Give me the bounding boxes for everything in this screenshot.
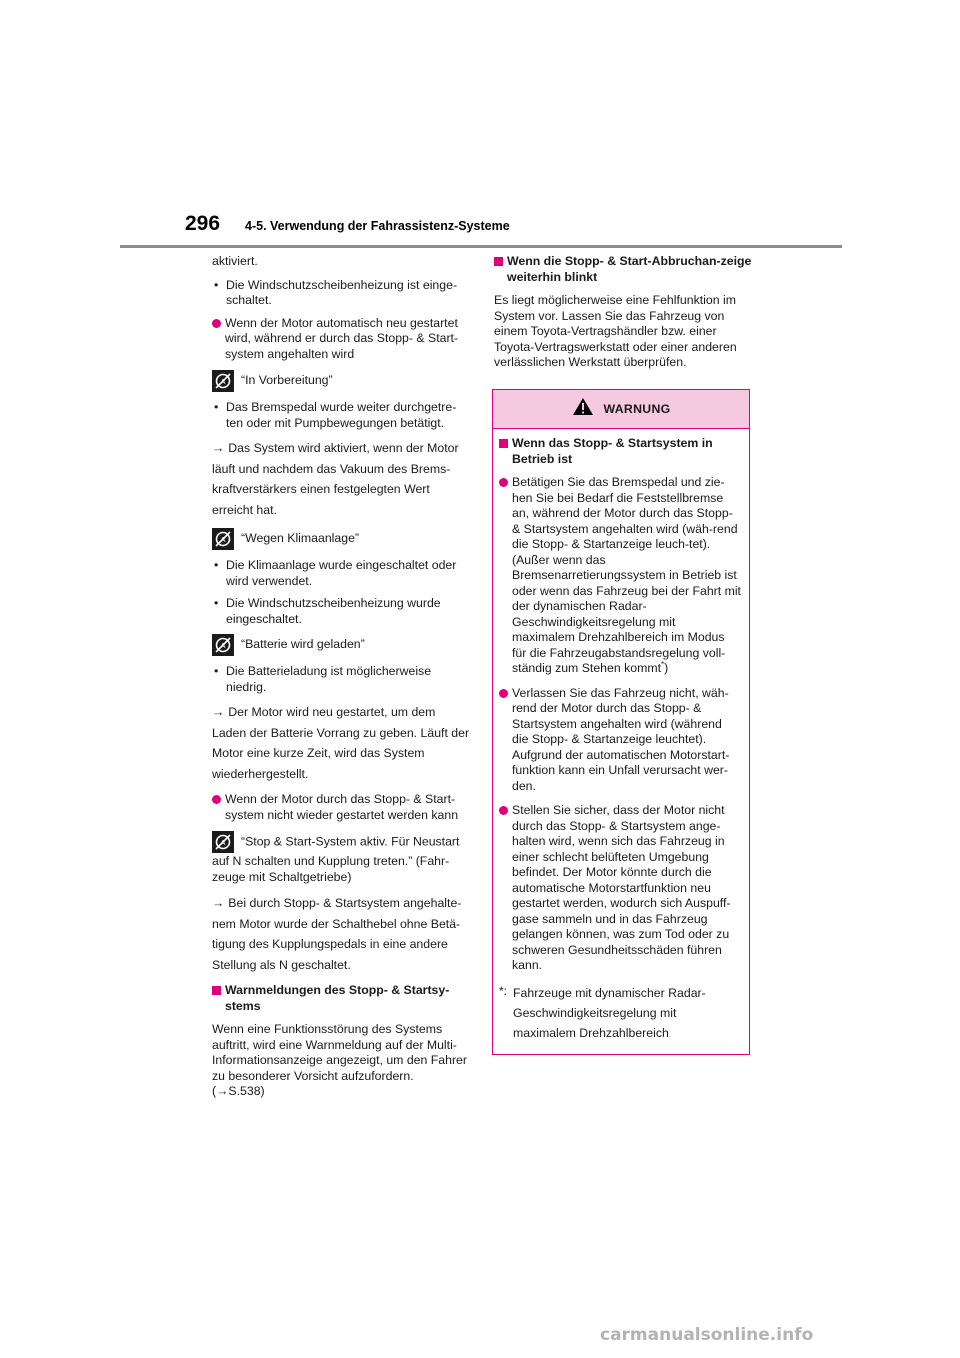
watermark: carmanualsonline.info <box>600 1325 814 1345</box>
condition-text: Wenn der Motor durch das Stopp- & Start-system nicht wieder gestartet werden kann <box>225 792 459 822</box>
display-message-text: “Stop & Start-System aktiv. Für Neustart auf N schalten und Kupplung treten.” (Fahr-zeuge mit Schaltgetriebe) <box>212 834 460 884</box>
arrow-note-text: Das System wird aktiviert, wenn der Motor läuft und nachdem das Vakuum des Brems-kraftverstärkers einen festgelegten Wert erreicht hat. <box>212 441 459 517</box>
svg-text:A: A <box>220 536 226 544</box>
warning-item <box>499 475 741 677</box>
condition-item <box>212 792 470 823</box>
arrow-note-text: Bei durch Stopp- & Startsystem angehalte-nem Motor wurde der Schalthebel ohne Betä-tigung des Kupplungspedals in eine andere Stellung als N geschaltet. <box>212 896 462 972</box>
right-column <box>494 254 752 379</box>
footnote-mark: *: <box>499 983 508 998</box>
warning-body <box>493 429 749 1043</box>
warning-header <box>493 390 749 429</box>
page-number: 296 <box>185 212 221 235</box>
subsection-heading <box>212 983 470 1014</box>
pink-dot-icon <box>499 478 508 487</box>
bullet-item: • Die Windschutzscheibenheizung ist einge-schaltet. <box>212 278 470 309</box>
stop-start-display-icon <box>212 634 234 656</box>
stop-start-display-icon <box>212 370 234 392</box>
pink-square-icon <box>494 257 503 266</box>
condition-text: Wenn der Motor automatisch neu gestartet wird, während er durch das Stopp- & Start-system angehalten wird <box>225 315 459 361</box>
warning-title: WARNUNG <box>603 402 671 416</box>
display-message <box>212 634 470 656</box>
left-column <box>212 254 470 1108</box>
bullet-item: • Die Windschutzscheibenheizung wurde eingeschaltet. <box>212 596 470 627</box>
footnote-text: Fahrzeuge mit dynamischer Radar-Geschwindigkeitsregelung mit maximalem Drehzahlbereich <box>513 985 706 1040</box>
display-message-text: “Batterie wird geladen” <box>241 637 365 652</box>
svg-text:A: A <box>220 642 226 650</box>
arrow-note <box>212 702 470 784</box>
bullet-item: • Das Bremspedal wurde weiter durchgetre-ten oder mit Pumpbewegungen betätigt. <box>212 400 470 431</box>
warning-item-text-end: ) <box>664 661 669 675</box>
arrow-icon: → <box>212 896 225 910</box>
svg-text:A: A <box>220 839 226 847</box>
bullet-item: • Die Klimaanlage wurde eingeschaltet oder wird verwendet. <box>212 558 470 589</box>
page-reference-link[interactable]: (→S.538) <box>212 1084 265 1098</box>
paragraph <box>212 1022 470 1100</box>
warning-triangle-icon <box>572 397 594 421</box>
section-title: 4-5. Verwendung der Fahrassistenz-Systeme <box>245 219 510 233</box>
paragraph-text: Wenn eine Funktionsstörung des Systems auftritt, wird eine Warnmeldung auf der Multi-Informationsanzeige angezeigt, um den Fahrer zu besonderer Vorsicht aufzufordern. <box>212 1022 467 1083</box>
pink-square-icon <box>499 439 508 448</box>
pink-dot-icon <box>212 319 221 328</box>
svg-text:A: A <box>220 378 226 386</box>
stop-start-display-icon <box>212 831 234 853</box>
stop-start-display-icon <box>212 528 234 550</box>
pink-square-icon <box>212 986 221 995</box>
arrow-note <box>212 893 470 975</box>
warning-item <box>499 803 741 974</box>
warning-heading-text: Wenn das Stopp- & Startsystem in Betrieb ist <box>512 436 713 466</box>
warning-heading <box>499 436 741 467</box>
subsection-heading-text: Wenn die Stopp- & Start-Abbruchan-zeige weiterhin blinkt <box>507 254 752 284</box>
bullet-item: • Die Batterieladung ist möglicherweise niedrig. <box>212 664 470 695</box>
paragraph: Es liegt möglicherweise eine Fehlfunktion im System vor. Lassen Sie das Fahrzeug von einem Toyota-Vertragshändler bzw. einer Toyota-Vertragswerkstatt oder einer anderen verlässlichen Werkstatt überprüfen. <box>494 293 737 369</box>
intro-text: aktiviert. <box>212 254 258 268</box>
footnote <box>499 983 741 1043</box>
arrow-note <box>212 438 470 520</box>
display-message-text: “In Vorbereitung” <box>241 373 333 388</box>
arrow-icon: → <box>212 705 225 719</box>
pink-dot-icon <box>499 806 508 815</box>
display-message <box>212 831 470 885</box>
subsection-heading-text: Warnmeldungen des Stopp- & Startsy-stems <box>225 983 450 1013</box>
warning-box <box>492 389 750 1055</box>
pink-dot-icon <box>499 689 508 698</box>
warning-item-text: Stellen Sie sicher, dass der Motor nicht durch das Stopp- & Startsystem ange-halten wird, wenn sich das Fahrzeug in einer schlecht belüfteten Umgebung befindet. Der Motor könnte durch die automatische Motorstartfunktion neu gestartet werden, wodurch sich Auspuff-gase sammeln und in das Fahrzeug gelangen können, was zum Tod oder zu schweren Gesundheitsschäden führen kann. <box>512 803 731 972</box>
warning-item <box>499 686 741 795</box>
display-message-text: “Wegen Klimaanlage” <box>241 531 360 546</box>
display-message <box>212 370 470 392</box>
subsection-heading <box>494 254 752 285</box>
condition-item <box>212 316 470 363</box>
arrow-icon: → <box>212 441 225 455</box>
pink-dot-icon <box>212 795 221 804</box>
footnote-marker: * <box>661 659 665 669</box>
warning-item-text: Verlassen Sie das Fahrzeug nicht, wäh-rend der Motor durch das Stopp- & Startsystem angehalten wird (während die Stopp- & Startanzeige leuchtet). Aufgrund der automatischen Motorstart-funktion kann ein Unfall verursacht wer-den. <box>512 685 730 793</box>
arrow-note-text: Der Motor wird neu gestartet, um dem Laden der Batterie Vorrang zu geben. Läuft der Motor eine kurze Zeit, wird das System wiederhergestellt. <box>212 705 470 781</box>
warning-item-text: Betätigen Sie das Bremspedal und zie-hen Sie bei Bedarf die Feststellbremse an, während der Motor durch das Stopp- & Startsystem angehalten wird (wäh-rend die Stopp- & Startanzeige leuch-tet). (Außer wenn das Bremsenarretierungssystem in Betrieb ist oder wenn das Fahrzeug bei der Fahrt mit der dynamischen Radar-Geschwindigkeitsregelung mit maximalem Drehzahlbereich im Modus für die Fahrzeugabstandsregelung voll-ständig zum Stehen kommt <box>512 475 741 675</box>
display-message <box>212 528 470 550</box>
header-rule <box>120 245 842 248</box>
